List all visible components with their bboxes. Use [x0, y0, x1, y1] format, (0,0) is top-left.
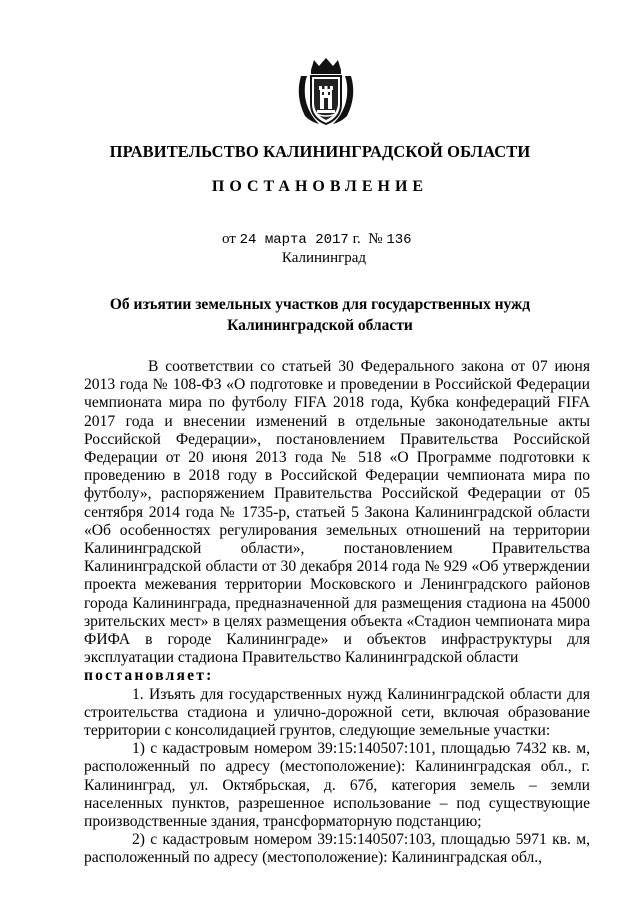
- document-body: [84, 358, 590, 868]
- resolves-word: постановляет:: [84, 667, 214, 685]
- kaliningrad-coat-of-arms-icon: [295, 56, 357, 128]
- document-number: 136: [386, 232, 412, 248]
- item-1: 1. Изъять для государственных нужд Калининградской области для строительства стадиона и улично-дорожной сети, включая образование территории с консолидацией грунтов, следующие земельные участки:: [84, 685, 590, 740]
- date-number-line: [222, 231, 412, 248]
- year-suffix: г.: [352, 231, 361, 247]
- title-line-1: Об изъятии земельных участков для государственных нужд: [109, 296, 531, 313]
- preamble-paragraph: [84, 358, 590, 667]
- preamble-text: В соответствии со статьей 30 Федерального закона от 07 июня 2013 года № 108-ФЗ «О подготовке и проведении в Российской Федерации чемпионата мира по футболу FIFA 2018 года, Кубка конфедераций FIFA 2017 года и внесении изменений в отдельные законодательные акты Российской Федерации», постановлением Правительства Российской Федерации от 20 июня 2013 года № 518 «О Программе подготовки к проведению в 2018 году в Российской Федерации чемпионата мира по футболу», распоряжением Правительства Российской Федерации от 05 сентября 2014 года № 1735-р, статьей 5 Закона Калининградской области «Об особенностях регулирования земельных отношений на территории Калининградской области», постановлением Правительства Калининградской области от 30 декабря 2014 года № 929 «Об утверждении проекта межевания территории Московского и Ленинградского районов города Калининграда, предназначенной для размещения стадиона на 45000 зрительских мест» в целях размещения объекта «Стадион чемпионата мира ФИФА в городе Калининграде» и объектов инфраструктуры для эксплуатации стадиона Правительство Калининградской области: [84, 358, 590, 667]
- document-type: ПОСТАНОВЛЕНИЕ: [211, 178, 429, 195]
- document-date: 24 марта 2017: [239, 232, 349, 248]
- item-1-subitem-1: 1) с кадастровым номером 39:15:140507:101, площадью 7432 кв. м, расположенный по адресу (местоположение): Калининградская обл., г. Калининград, ул. Октябрьская, д. 67б, категория земель – земли населенных пунктов, разрешенное использование – под существующие производственные здания, трансформаторную подстанцию;: [84, 740, 590, 831]
- resolves-line: [84, 667, 590, 685]
- city: Калининград: [281, 250, 367, 266]
- item-1-subitem-2: 2) с кадастровым номером 39:15:140507:103, площадью 5971 кв. м, расположенный по адресу (местоположение): Калининградская обл.,: [84, 831, 590, 867]
- date-prefix: от: [222, 231, 236, 247]
- government-name: ПРАВИТЕЛЬСТВО КАЛИНИНГРАДСКОЙ ОБЛАСТИ: [109, 142, 531, 161]
- document-title: [0, 294, 640, 336]
- title-line-2: Калининградской области: [227, 317, 413, 334]
- number-sign: №: [368, 231, 383, 247]
